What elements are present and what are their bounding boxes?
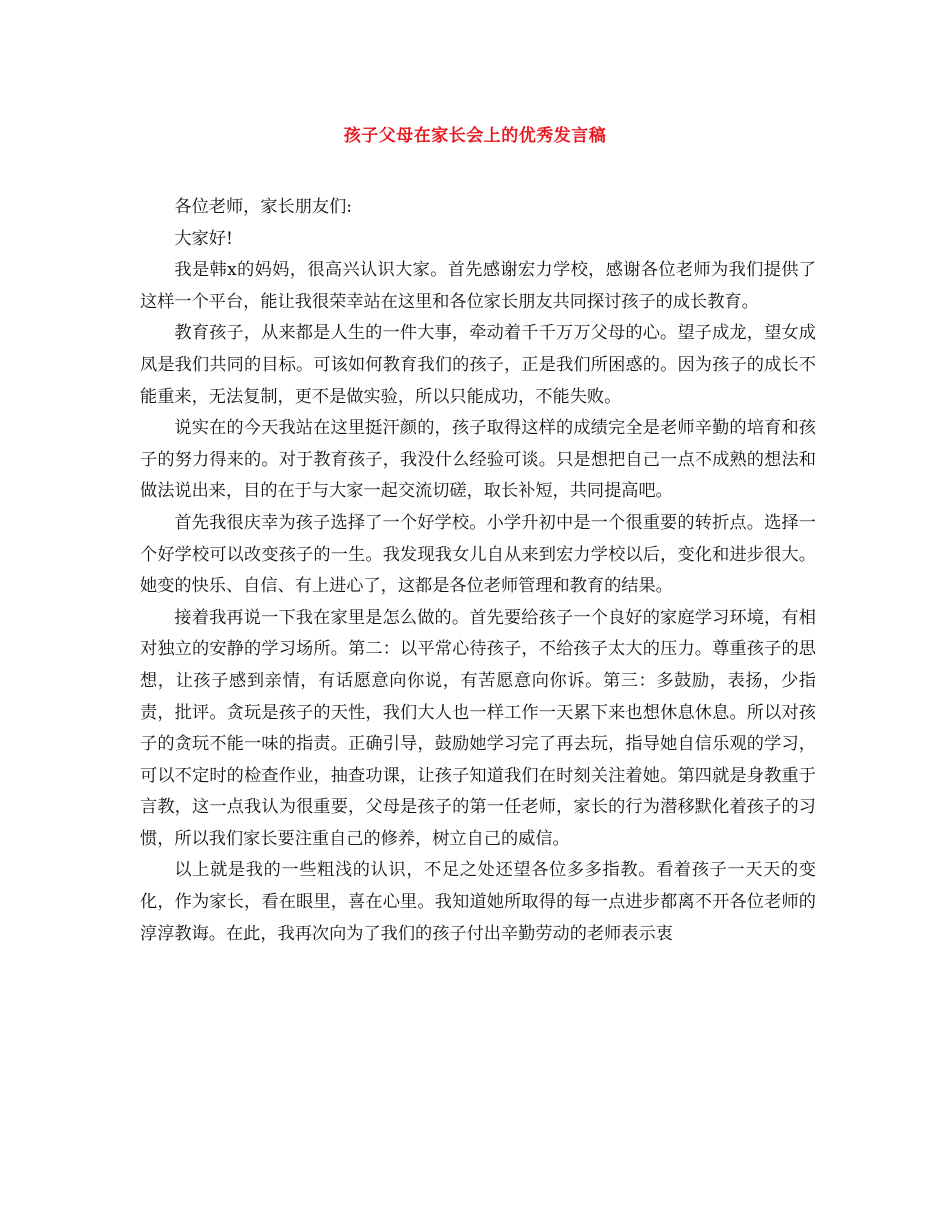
paragraph-school-choice: 首先我很庆幸为孩子选择了一个好学校。小学升初中是一个很重要的转折点。选择一个好学校可以改变孩子的一生。我发现我女儿自从来到宏力学校以后，变化和进步很大。她变的快乐、自信、有上进心了，这都是各位老师管理和教育的结果。 (140, 512, 816, 597)
document-title: 孩子父母在家长会上的优秀发言稿 (343, 126, 607, 146)
greeting: 大家好! (174, 228, 233, 249)
document-body (140, 192, 816, 950)
paragraph-closing: 以上就是我的一些粗浅的认识，不足之处还望各位多多指教。看着孩子一天天的变化，作为家长，看在眼里，喜在心里。我知道她所取得的每一点进步都离不开各位老师的淳淳教诲。在此，我再次向为了我们的孩子付出辛勤劳动的老师表示衷 (140, 860, 816, 944)
paragraph-education-importance: 教育孩子，从来都是人生的一件大事，牵动着千千万万父母的心。望子成龙，望女成凤是我们共同的目标。可该如何教育我们的孩子，正是我们所困惑的。因为孩子的成长不能重来，无法复制，更不是做实验，所以只能成功，不能失败。 (140, 323, 816, 407)
paragraph-home-practice: 接着我再说一下我在家里是怎么做的。首先要给孩子一个良好的家庭学习环境，有相对独立的安静的学习场所。第二：以平常心待孩子，不给孩子太大的压力。尊重孩子的思想，让孩子感到亲情，有话愿意向你说，有苦愿意向你诉。第三：多鼓励，表扬，少指责，批评。贪玩是孩子的天性，我们大人也一样工作一天累下来也想休息休息。所以对孩子的贪玩不能一味的指责。正确引导，鼓励她学习完了再去玩，指导她自信乐观的学习，可以不定时的检查作业，抽查功课，让孩子知道我们在时刻关注着她。第四就是身教重于言教，这一点我认为很重要，父母是孩子的第一任老师，家长的行为潜移默化着孩子的习惯，所以我们家长要注重自己的修养，树立自己的威信。 (140, 607, 816, 849)
paragraph-introduction: 我是韩x的妈妈，很高兴认识大家。首先感谢宏力学校，感谢各位老师为我们提供了这样一个平台，能让我很荣幸站在这里和各位家长朋友共同探讨孩子的成长教育。 (140, 260, 816, 312)
salutation: 各位老师，家长朋友们: (174, 197, 353, 217)
paragraph-modesty: 说实在的今天我站在这里挺汗颜的，孩子取得这样的成绩完全是老师辛勤的培育和孩子的努力得来的。对于教育孩子，我没什么经验可谈。只是想把自己一点不成熟的想法和做法说出来，目的在于与大家一起交流切磋，取长补短，共同提高吧。 (140, 418, 816, 502)
